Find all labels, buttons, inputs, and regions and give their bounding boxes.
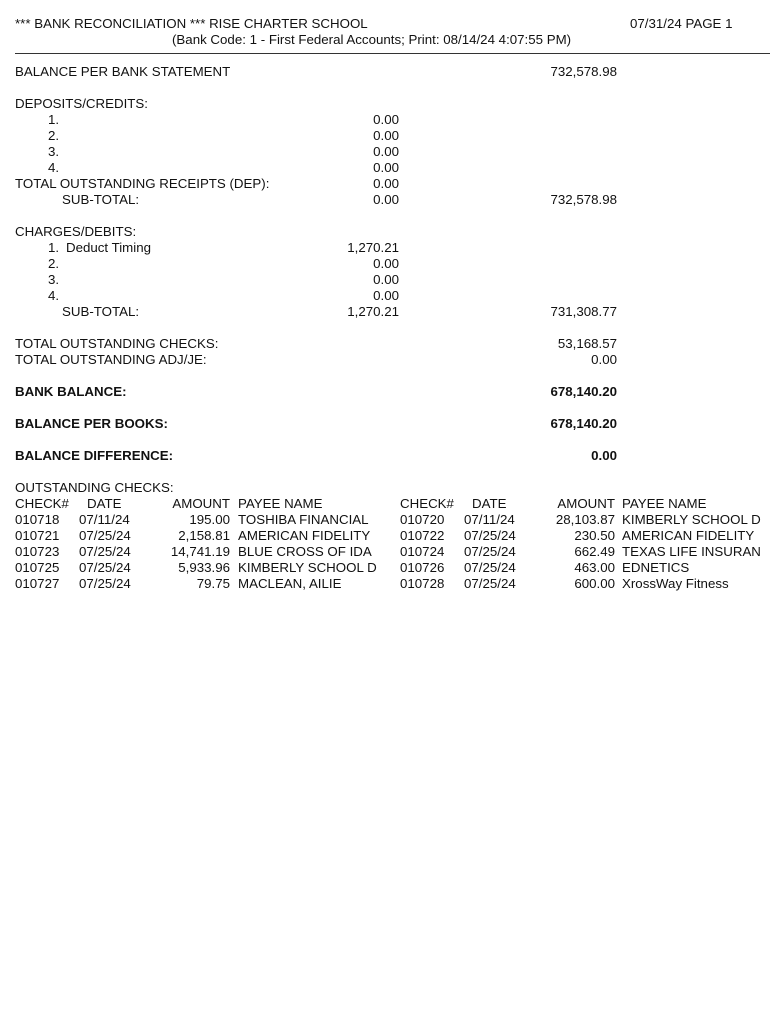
- check-number: 010728: [400, 576, 445, 591]
- item-number: 1.: [48, 240, 60, 255]
- item-amount: 0.00: [373, 128, 399, 143]
- check-date: 07/11/24: [464, 512, 515, 527]
- outstanding-receipts-value: 0.00: [373, 176, 399, 191]
- check-amount: 230.50: [574, 528, 615, 543]
- check-number: 010725: [15, 560, 60, 575]
- check-amount: 600.00: [574, 576, 615, 591]
- outstanding-checks-value: 53,168.57: [557, 336, 617, 351]
- check-date: 07/25/24: [464, 576, 516, 591]
- check-date: 07/25/24: [464, 544, 516, 559]
- bank-balance-value: 678,140.20: [550, 384, 617, 399]
- item-number: 2.: [48, 256, 60, 271]
- check-payee: MACLEAN, AILIE: [238, 576, 342, 591]
- bank-balance-label: BANK BALANCE:: [15, 384, 127, 399]
- item-number: 1.: [48, 112, 60, 127]
- check-amount: 28,103.87: [555, 512, 615, 527]
- charges-subtotal-value: 1,270.21: [347, 304, 399, 319]
- books-balance-label: BALANCE PER BOOKS:: [15, 416, 168, 431]
- outstanding-adj-value: 0.00: [591, 352, 617, 367]
- deposits-subtotal-total: 732,578.98: [550, 192, 617, 207]
- check-payee: EDNETICS: [622, 560, 690, 575]
- outstanding-checks-heading: OUTSTANDING CHECKS:: [15, 480, 174, 495]
- check-date: 07/25/24: [464, 560, 516, 575]
- check-date: 07/25/24: [79, 544, 131, 559]
- check-amount: 463.00: [574, 560, 615, 575]
- check-payee: KIMBERLY SCHOOL D: [238, 560, 377, 575]
- check-number: 010727: [15, 576, 60, 591]
- col-check-header: CHECK#: [15, 496, 69, 511]
- check-date: 07/11/24: [79, 512, 130, 527]
- header-rule: [15, 53, 770, 54]
- item-amount: 0.00: [373, 144, 399, 159]
- check-amount: 195.00: [189, 512, 230, 527]
- col-payee-header: PAYEE NAME: [238, 496, 323, 511]
- item-number: 3.: [48, 272, 60, 287]
- check-payee: AMERICAN FIDELITY: [622, 528, 755, 543]
- check-number: 010726: [400, 560, 445, 575]
- check-number: 010724: [400, 544, 445, 559]
- check-number: 010723: [15, 544, 60, 559]
- check-payee: XrossWay Fitness: [622, 576, 729, 591]
- statement-balance-label: BALANCE PER BANK STATEMENT: [15, 64, 231, 79]
- report-subtitle: (Bank Code: 1 - First Federal Accounts; Print: 08/14/24 4:07:55 PM): [172, 32, 572, 47]
- item-number: 3.: [48, 144, 60, 159]
- report-title: *** BANK RECONCILIATION *** RISE CHARTER SCHOOL: [15, 16, 368, 31]
- item-description: Deduct Timing: [66, 240, 151, 255]
- check-payee: BLUE CROSS OF IDA: [238, 544, 372, 559]
- col-payee-header: PAYEE NAME: [622, 496, 707, 511]
- col-date-header: DATE: [472, 496, 507, 511]
- check-amount: 14,741.19: [170, 544, 230, 559]
- check-amount: 5,933.96: [178, 560, 230, 575]
- balance-difference-label: BALANCE DIFFERENCE:: [15, 448, 174, 463]
- item-amount: 0.00: [373, 256, 399, 271]
- item-amount: 0.00: [373, 160, 399, 175]
- item-number: 4.: [48, 160, 60, 175]
- check-number: 010722: [400, 528, 445, 543]
- col-date-header: DATE: [87, 496, 122, 511]
- col-amount-header: AMOUNT: [172, 496, 230, 511]
- check-date: 07/25/24: [79, 576, 131, 591]
- check-date: 07/25/24: [79, 560, 131, 575]
- check-amount: 79.75: [196, 576, 230, 591]
- check-payee: TOSHIBA FINANCIAL: [238, 512, 369, 527]
- check-payee: KIMBERLY SCHOOL D: [622, 512, 761, 527]
- outstanding-checks-label: TOTAL OUTSTANDING CHECKS:: [15, 336, 219, 351]
- outstanding-adj-label: TOTAL OUTSTANDING ADJ/JE:: [15, 352, 207, 367]
- report-date-page: 07/31/24 PAGE 1: [630, 16, 733, 31]
- check-amount: 2,158.81: [178, 528, 230, 543]
- books-balance-value: 678,140.20: [550, 416, 617, 431]
- check-payee: TEXAS LIFE INSURAN: [622, 544, 761, 559]
- charges-subtotal-total: 731,308.77: [550, 304, 617, 319]
- item-number: 4.: [48, 288, 60, 303]
- statement-balance-value: 732,578.98: [550, 64, 617, 79]
- col-amount-header: AMOUNT: [557, 496, 615, 511]
- charges-heading: CHARGES/DEBITS:: [15, 224, 137, 239]
- deposits-subtotal-value: 0.00: [373, 192, 399, 207]
- check-amount: 662.49: [574, 544, 615, 559]
- item-amount: 0.00: [373, 272, 399, 287]
- item-amount: 0.00: [373, 112, 399, 127]
- item-amount: 1,270.21: [347, 240, 399, 255]
- balance-difference-value: 0.00: [591, 448, 617, 463]
- charges-subtotal-label: SUB-TOTAL:: [62, 304, 140, 319]
- item-amount: 0.00: [373, 288, 399, 303]
- col-check-header: CHECK#: [400, 496, 454, 511]
- check-date: 07/25/24: [464, 528, 516, 543]
- check-number: 010721: [15, 528, 60, 543]
- check-date: 07/25/24: [79, 528, 131, 543]
- check-number: 010720: [400, 512, 445, 527]
- deposits-heading: DEPOSITS/CREDITS:: [15, 96, 148, 111]
- check-number: 010718: [15, 512, 60, 527]
- outstanding-receipts-label: TOTAL OUTSTANDING RECEIPTS (DEP):: [15, 176, 270, 191]
- check-payee: AMERICAN FIDELITY: [238, 528, 371, 543]
- deposits-subtotal-label: SUB-TOTAL:: [62, 192, 140, 207]
- item-number: 2.: [48, 128, 60, 143]
